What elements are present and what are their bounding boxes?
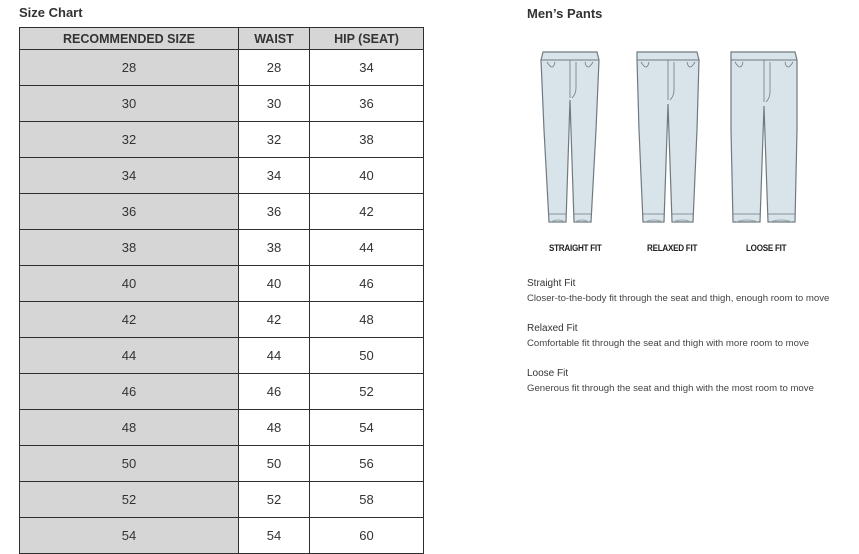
cell-hip-seat: 50 (310, 338, 424, 374)
table-row (20, 518, 424, 554)
cell-recommended-size: 54 (20, 518, 239, 554)
straight-fit-pants-icon (541, 52, 599, 222)
table-row (20, 374, 424, 410)
cell-waist: 38 (239, 230, 310, 266)
fit-name: Relaxed Fit (527, 323, 578, 334)
cell-waist: 36 (239, 194, 310, 230)
cell-recommended-size: 34 (20, 158, 239, 194)
cell-recommended-size: 50 (20, 446, 239, 482)
cell-waist: 50 (239, 446, 310, 482)
cell-hip-seat: 46 (310, 266, 424, 302)
table-row (20, 230, 424, 266)
cell-hip-seat: 34 (310, 50, 424, 86)
cell-waist: 46 (239, 374, 310, 410)
header-recommended-size: RECOMMENDED SIZE (20, 28, 239, 50)
cell-waist: 28 (239, 50, 310, 86)
cell-hip-seat: 44 (310, 230, 424, 266)
straight-fit-description (527, 278, 829, 304)
table-row (20, 158, 424, 194)
fit-text: Generous fit through the seat and thigh with the most room to move (527, 383, 814, 394)
table-header-row (20, 28, 424, 50)
cell-waist: 54 (239, 518, 310, 554)
loose-fit-pants-icon (731, 52, 797, 222)
pants-illustration (536, 46, 806, 226)
relaxed-fit-pants-icon (637, 52, 699, 222)
table-row (20, 446, 424, 482)
cell-recommended-size: 40 (20, 266, 239, 302)
cell-waist: 44 (239, 338, 310, 374)
cell-waist: 40 (239, 266, 310, 302)
table-row (20, 86, 424, 122)
cell-recommended-size: 28 (20, 50, 239, 86)
table-row (20, 266, 424, 302)
relaxed-fit-description (527, 323, 809, 349)
cell-hip-seat: 36 (310, 86, 424, 122)
cell-waist: 48 (239, 410, 310, 446)
cell-recommended-size: 44 (20, 338, 239, 374)
header-waist: WAIST (239, 28, 310, 50)
cell-recommended-size: 48 (20, 410, 239, 446)
header-hip-seat: HIP (SEAT) (310, 28, 424, 50)
cell-hip-seat: 58 (310, 482, 424, 518)
cell-hip-seat: 60 (310, 518, 424, 554)
cell-hip-seat: 40 (310, 158, 424, 194)
cell-recommended-size: 30 (20, 86, 239, 122)
fit-text: Closer-to-the-body fit through the seat and thigh, enough room to move (527, 293, 830, 304)
size-chart-title: Size Chart (19, 5, 83, 20)
cell-hip-seat: 48 (310, 302, 424, 338)
fit-name: Straight Fit (527, 278, 576, 289)
cell-hip-seat: 52 (310, 374, 424, 410)
cell-waist: 34 (239, 158, 310, 194)
relaxed-fit-label: RELAXED FIT (647, 243, 698, 254)
cell-recommended-size: 42 (20, 302, 239, 338)
cell-hip-seat: 42 (310, 194, 424, 230)
table-row (20, 50, 424, 86)
cell-waist: 30 (239, 86, 310, 122)
cell-recommended-size: 52 (20, 482, 239, 518)
table-row (20, 122, 424, 158)
table-row (20, 482, 424, 518)
cell-waist: 32 (239, 122, 310, 158)
table-row (20, 194, 424, 230)
cell-recommended-size: 46 (20, 374, 239, 410)
table-row (20, 302, 424, 338)
cell-waist: 42 (239, 302, 310, 338)
cell-recommended-size: 36 (20, 194, 239, 230)
cell-recommended-size: 38 (20, 230, 239, 266)
mens-pants-title: Men’s Pants (527, 6, 603, 21)
cell-waist: 52 (239, 482, 310, 518)
fit-name: Loose Fit (527, 368, 569, 379)
fit-text: Comfortable fit through the seat and thigh with more room to move (527, 338, 810, 349)
table-row (20, 410, 424, 446)
cell-hip-seat: 56 (310, 446, 424, 482)
cell-recommended-size: 32 (20, 122, 239, 158)
loose-fit-label: LOOSE FIT (746, 243, 787, 254)
loose-fit-description (527, 368, 814, 394)
size-chart-table (19, 27, 424, 554)
cell-hip-seat: 38 (310, 122, 424, 158)
table-row (20, 338, 424, 374)
straight-fit-label: STRAIGHT FIT (549, 243, 602, 254)
cell-hip-seat: 54 (310, 410, 424, 446)
